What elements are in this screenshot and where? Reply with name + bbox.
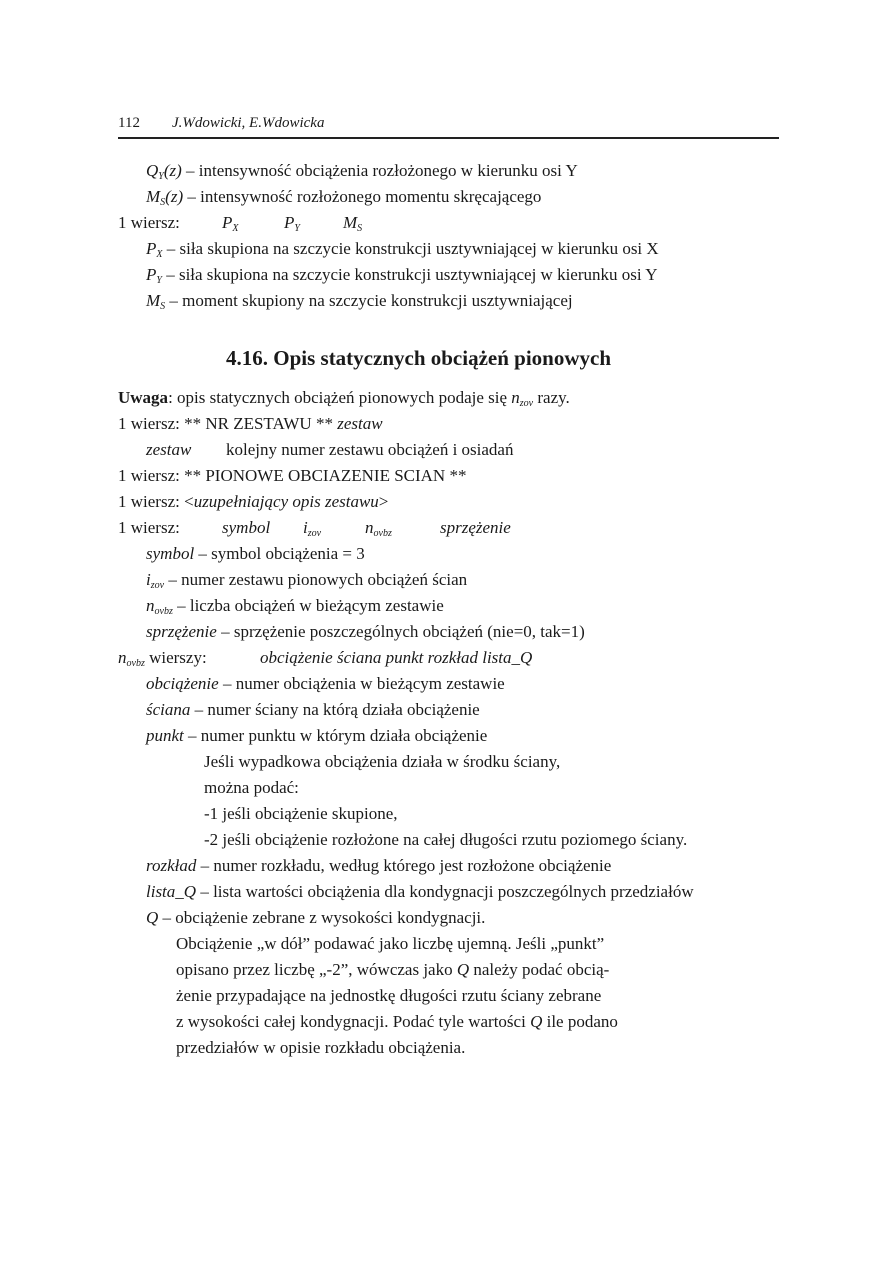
definition-sciana: ściana – numer ściany na którą działa obciążenie bbox=[146, 700, 480, 719]
q-note-1: Obciążenie „w dół” podawać jako liczbę ujemną. Jeśli „punkt” bbox=[176, 934, 605, 953]
running-header-authors: J.Wdowicki, E.Wdowicka bbox=[172, 115, 325, 131]
definition-zestaw: kolejny numer zestawu obciążeń i osiadań bbox=[226, 440, 514, 459]
definition-ms: MS(z) – intensywność rozłożonego momentu skręcającego bbox=[146, 187, 542, 208]
definition-novbz: novbz – liczba obciążeń w bieżącym zestawie bbox=[146, 596, 444, 617]
row-novbz-fields: obciążenie ściana punkt rozkład lista_Q bbox=[260, 648, 533, 667]
definition-lista-q: lista_Q – lista wartości obciążenia dla kondygnacji poszczególnych przedziałów bbox=[146, 882, 694, 901]
punkt-note-1: Jeśli wypadkowa obciążenia działa w środku ściany, bbox=[204, 752, 561, 771]
row-opis-zestawu: 1 wiersz: <uzupełniający opis zestawu> bbox=[118, 492, 389, 511]
row-symbol-label: 1 wiersz: bbox=[118, 518, 180, 537]
definition-obciazenie: obciążenie – numer obciążenia w bieżącym zestawie bbox=[146, 674, 505, 693]
punkt-note-3: -1 jeśli obciążenie skupione, bbox=[204, 804, 398, 823]
definition-qy: QY(z) – intensywność obciążenia rozłożonego w kierunku osi Y bbox=[146, 161, 578, 182]
punkt-note-4: -2 jeśli obciążenie rozłożone na całej długości rzutu poziomego ściany. bbox=[204, 830, 688, 849]
page-number: 112 bbox=[118, 115, 140, 131]
q-note-2: opisano przez liczbę „-2”, wówczas jako Q należy podać obcią- bbox=[176, 960, 610, 979]
definition-punkt: punkt – numer punktu w którym działa obciążenie bbox=[146, 726, 488, 745]
row-novbz-wierszy: novbz wierszy: bbox=[118, 648, 207, 669]
q-note-5: przedziałów w opisie rozkładu obciążenia. bbox=[176, 1038, 466, 1057]
definition-py: PY – siła skupiona na szczycie konstrukcji usztywniającej w kierunku osi Y bbox=[146, 265, 658, 286]
q-note-4: z wysokości całej kondygnacji. Podać tyle wartości Q ile podano bbox=[176, 1012, 618, 1031]
header-rule bbox=[118, 137, 779, 139]
field-novbz: novbz bbox=[365, 518, 392, 539]
row-spec-ms: MS bbox=[343, 213, 363, 234]
definition-sprzezenie: sprzężenie – sprzężenie poszczególnych obciążeń (nie=0, tak=1) bbox=[146, 622, 585, 641]
field-sprzezenie: sprzężenie bbox=[440, 518, 511, 537]
row-nr-zestawu: 1 wiersz: ** NR ZESTAWU ** zestaw bbox=[118, 414, 383, 433]
term-zestaw: zestaw bbox=[146, 440, 192, 459]
row-spec-px: PX bbox=[222, 213, 239, 234]
definition-ms-point: MS – moment skupiony na szczycie konstrukcji usztywniającej bbox=[146, 291, 573, 312]
definition-izov: izov – numer zestawu pionowych obciążeń ścian bbox=[146, 570, 468, 591]
definition-q: Q – obciążenie zebrane z wysokości kondygnacji. bbox=[146, 908, 486, 927]
q-note-3: żenie przypadające na jednostkę długości rzutu ściany zebrane bbox=[176, 986, 602, 1005]
definition-symbol: symbol – symbol obciążenia = 3 bbox=[146, 544, 365, 563]
field-izov: izov bbox=[303, 518, 322, 539]
row-pionowe-obciazenie: 1 wiersz: ** PIONOWE OBCIAZENIE SCIAN ** bbox=[118, 466, 467, 485]
row-spec-1-wiersz: 1 wiersz: bbox=[118, 213, 180, 232]
section-heading: 4.16. Opis statycznych obciążeń pionowych bbox=[226, 346, 612, 370]
punkt-note-2: można podać: bbox=[204, 778, 299, 797]
definition-rozklad: rozkład – numer rozkładu, według którego jest rozłożone obciążenie bbox=[146, 856, 612, 875]
field-symbol: symbol bbox=[222, 518, 271, 537]
definition-px: PX – siła skupiona na szczycie konstrukcji usztywniającej w kierunku osi X bbox=[146, 239, 659, 260]
row-spec-py: PY bbox=[284, 213, 300, 234]
note-uwaga: Uwaga: opis statycznych obciążeń pionowych podaje się nzov razy. bbox=[118, 388, 570, 409]
